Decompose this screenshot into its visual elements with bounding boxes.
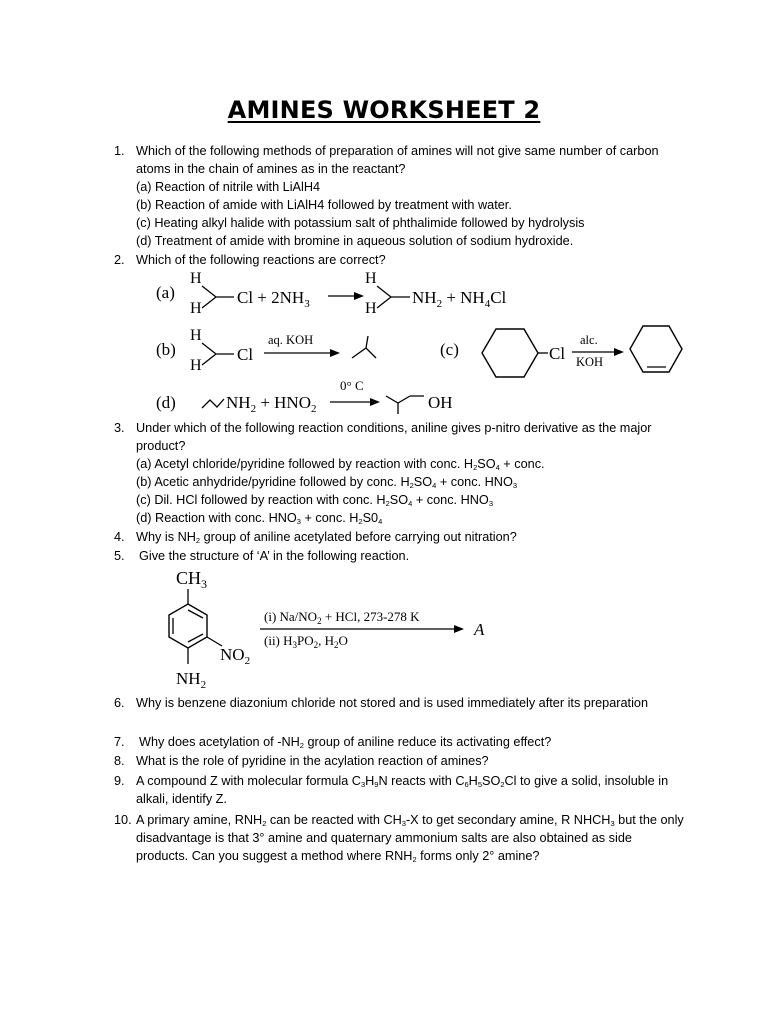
question-text: Give the structure of ‘A’ in the following reaction. — [139, 549, 410, 563]
bond-lines — [377, 286, 410, 308]
bond-lines — [202, 343, 234, 365]
option-c: (c) Dil. HCl followed by reaction with conc. $H_2SO_4$ + conc. $HNO_3$ — [136, 493, 493, 508]
question-stem: Which of the following reactions are correct? — [136, 253, 386, 267]
reaction-a-products: $NH_2 + NH_4Cl$ — [412, 288, 507, 310]
reaction-b-chloride: Cl — [237, 345, 254, 364]
alkene-structure — [352, 336, 376, 358]
reagent-step-1: (i) $Na/NO_2$ + HCl, 273-278 K — [264, 609, 420, 626]
product-a-label: A — [474, 620, 485, 639]
question-number: 7. — [114, 735, 125, 749]
reaction-a-label: (a) — [156, 283, 175, 302]
question-number: 2. — [114, 253, 125, 267]
arrow-head — [614, 348, 624, 356]
option-b: (b) Acetic anhydride/pyridine followed by conc. $H_2SO_4$ + conc. $HNO_3$ — [136, 475, 517, 490]
question-3 — [114, 419, 684, 527]
question-number: 5. — [114, 549, 125, 563]
reaction-b-label: (b) — [156, 340, 176, 359]
question-number: 4. — [114, 530, 125, 544]
hydrogen-label: H — [365, 270, 377, 287]
question-number: 6. — [114, 696, 125, 710]
question-10: 10. A primary amine, $RNH_2$ can be reacted with $CH_3-X$ to get secondary amine, R $NHCH_3$ but the only disadvantage is that 3° amine and quaternary ammonium salts are also obtained as side products. Can you suggest a method where $RNH_2$ forms only 2° amine? — [114, 813, 684, 864]
reaction-5-figure — [150, 564, 510, 694]
option-b: (b) Reaction of amide with LiAlH4 followed by treatment with water. — [136, 198, 512, 212]
arrow-head — [354, 292, 364, 300]
reagent-step-2: (ii) $H_3PO_2$, $H_2O$ — [264, 633, 348, 650]
reactions-figure — [140, 266, 700, 418]
question-6 — [114, 694, 684, 712]
alcohol-structure — [386, 396, 424, 414]
question-number: 8. — [114, 754, 125, 768]
question-8 — [114, 752, 684, 770]
reaction-d-condition: 0° C — [340, 378, 364, 393]
question-number: 9. — [114, 774, 125, 788]
reaction-c-label: (c) — [440, 340, 459, 359]
hydrogen-label: H — [190, 327, 202, 344]
hydrogen-label: H — [190, 270, 202, 287]
question-number: 3. — [114, 421, 125, 435]
reaction-c-chloride: Cl — [549, 344, 566, 363]
question-stem: Under which of the following reaction conditions, aniline gives p-nitro derivative as the major product? — [136, 421, 652, 453]
bond-lines — [202, 286, 234, 308]
nitro-label: $NO_2$ — [220, 645, 251, 667]
reaction-d-product: OH — [428, 393, 453, 412]
question-9: 9. A compound Z with molecular formula $C_3H_9N$ reacts with $C_6H_5SO_2Cl$ to give a solid, insoluble in alkali, identify Z. — [114, 774, 669, 806]
question-number: 10. — [114, 813, 132, 827]
aromatic-bonds — [173, 610, 203, 642]
option-a: (a) Reaction of nitrile with LiAlH4 — [136, 180, 321, 194]
question-text: What is the role of pyridine in the acylation reaction of amines? — [136, 754, 489, 768]
worksheet-title: AMINES WORKSHEET 2 — [227, 96, 541, 124]
methyl-label: $CH_3$ — [176, 568, 208, 591]
question-1 — [114, 142, 684, 250]
arrow-head — [454, 625, 464, 633]
option-d: (d) Treatment of amide with bromine in aqueous solution of sodium hydroxide. — [136, 234, 574, 248]
arrow-head — [370, 398, 380, 406]
option-a: (a) Acetyl chloride/pyridine followed by reaction with conc. $H_2SO_4$ + conc. — [136, 457, 545, 472]
hydrogen-label: H — [190, 357, 202, 374]
question-7: 7. Why does acetylation of $-NH_2$ group of aniline reduce its activating effect? — [114, 735, 552, 750]
reaction-d-label: (d) — [156, 393, 176, 412]
reaction-b-reagent: aq. KOH — [268, 333, 314, 347]
option-c: (c) Heating alkyl halide with potassium salt of phthalimide followed by hydrolysis — [136, 216, 585, 230]
reaction-c-reagent-bottom: KOH — [576, 355, 604, 369]
question-4: 4. Why is $NH_2$ group of aniline acetylated before carrying out nitration? — [114, 530, 517, 545]
cyclohexene-ring — [630, 326, 682, 372]
hydrogen-label: H — [190, 300, 202, 317]
alkyl-chain — [202, 399, 224, 408]
question-text: Why is benzene diazonium chloride not stored and is used immediately after its preparation — [136, 696, 648, 710]
hydrogen-label: H — [365, 300, 377, 317]
question-number: 1. — [114, 144, 125, 158]
question-5 — [114, 547, 684, 565]
reaction-c-reagent-top: alc. — [580, 333, 598, 347]
cyclohexane-ring — [482, 329, 538, 377]
reaction-d-reactants: $NH_2 + HNO_2$ — [226, 393, 317, 415]
amino-label: $NH_2$ — [176, 669, 207, 691]
arrow-head — [330, 349, 340, 357]
option-d: (d) Reaction with conc. $HNO_3$ + conc. $H_2S0_4$ — [136, 511, 383, 526]
question-stem: Which of the following methods of preparation of amines will not give same number of carbon atoms in the chain of amines as in the reactant? — [136, 144, 659, 176]
reaction-a-reactants: $Cl + 2NH_3$ — [237, 288, 310, 310]
